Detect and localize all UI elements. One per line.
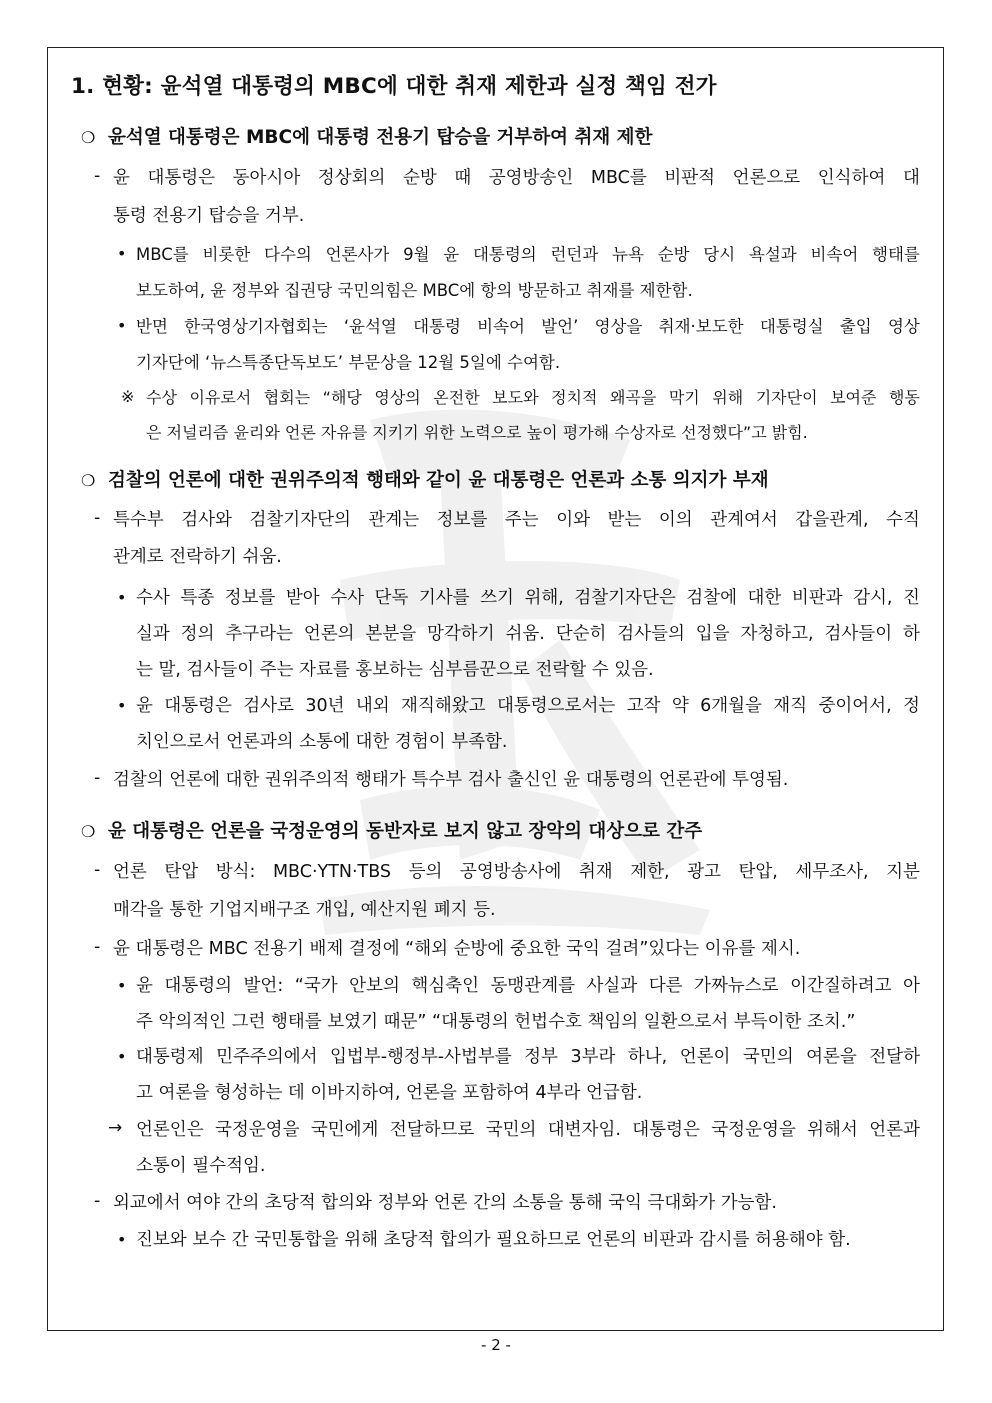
dot-bullet-icon: • [117,696,127,715]
paragraph-line: 진보와 보수 간 국민통합을 위해 초당적 합의가 필요하므로 언론의 비판과 감시를 허용해야 함. [136,1230,851,1250]
word: 이의 [658,510,693,530]
reference-mark: ※ [121,387,135,406]
word: 취재 [578,862,613,882]
word: 실과 [136,624,170,644]
word: 대통령은 [147,168,216,188]
word: 세무조사, [795,862,869,882]
word: 검사로 [243,696,294,716]
word: 정보를 [224,588,276,608]
paragraph-line: 매각을 통한 기업지배구조 개입, 예산지원 폐지 등. [113,900,496,920]
dash-marker: - [94,860,101,880]
word: 왜곡을 [609,388,657,407]
word: 동아시아 [232,168,301,188]
paragraph-line [113,166,920,190]
word: 국정운영을 [214,1120,300,1140]
section-1-heading: 윤석열 대통령은 MBC에 대통령 전용기 탑승을 거부하여 취재 제한 [108,127,653,148]
paragraph-line [113,860,920,884]
word: 대통령 [413,317,461,336]
word: 당시 [703,245,736,264]
word: 대통령의 [472,245,537,264]
dash-marker: - [94,937,101,957]
word: 본분을 [365,624,417,644]
dash-marker: - [94,768,101,788]
arrow-icon: → [108,1118,123,1138]
word: 특수부 [113,510,164,530]
word: 검사와 [181,510,232,530]
word: 핵심축인 [411,976,479,996]
word: 검찰기자단의 [249,510,351,530]
word: ‘윤석열 [343,317,397,336]
word: 국민에게 [310,1120,379,1140]
word: 비속어 [810,245,859,264]
dot-bullet-icon: • [117,1047,127,1066]
word: 순방 [657,245,690,264]
circle-bullet-icon: ❍ [81,822,96,841]
word: 행태를 [872,245,920,264]
paragraph-line [136,315,920,339]
word: 쓰기 [480,588,514,608]
word: 출입 [839,317,872,336]
word: 때 [454,168,472,188]
word: 동맹관계를 [490,976,576,996]
word: 영상을 [594,317,643,336]
word: 위해 [712,388,744,407]
word: 탄압, [738,862,778,882]
word: 약 [671,696,689,716]
word: 공영방송인 [488,168,574,188]
section-3-heading: 윤 대통령은 언론을 국정운영의 동반자로 보지 않고 장악의 대상으로 간주 [108,821,703,842]
word: 받는 [607,510,642,530]
paragraph-line: 통령 전용기 탑승을 거부. [113,206,305,226]
word: 이와 [556,510,591,530]
word: 대통령실 [759,317,824,336]
word: 9월 [403,245,430,264]
word: 검찰기자단은 [574,588,676,608]
dot-bullet-icon: • [117,588,127,607]
word: 망각하기 [426,624,495,644]
word: 언론과 [869,1120,920,1140]
word: 정치적 [551,388,598,407]
page-number: - 2 - [481,1336,511,1354]
word: 윤 [136,696,153,716]
section-2-heading: 검찰의 언론에 대한 권위주의적 행태와 같이 윤 대통령은 언론과 소통 의지가 부재 [108,470,769,491]
word: 대통령은 [164,696,232,716]
word: 순방 [402,168,437,188]
word: 협회는 [263,388,311,407]
word: 30년 [305,696,345,716]
word: 내외 [355,696,390,716]
word: 국민의 [485,1120,537,1140]
word: 광고 [687,862,721,882]
word: 사실과 [586,976,638,996]
word: 기자단이 [755,388,818,407]
word: 막기 [668,388,700,407]
word: 제한, [630,862,670,882]
word: 검사들이 [824,624,893,644]
dot-bullet-icon: • [117,316,127,335]
word: 수사 [330,588,365,608]
paragraph-line: 고 여론을 형성하는 데 이바지하여, 언론을 포함하여 4부라 언급함. [136,1083,643,1103]
word: 수사 [136,588,170,608]
dot-bullet-icon: • [117,1230,127,1249]
word: 다수의 [264,245,312,264]
paragraph-line: 검찰의 언론에 대한 권위주의적 행태가 특수부 검사 출신인 윤 대통령의 언론관에 투영됨. [113,770,789,790]
word: 언론 [113,862,147,882]
word: 발언: [243,976,284,996]
word: 정보를 [436,510,488,530]
word: 행동 [888,388,920,407]
word: 정부 [524,1047,558,1067]
word: 대통령의 [164,976,233,996]
word: 대 [902,168,920,188]
word: 뉴욕 [612,245,644,264]
word: 전달하므로 [389,1120,475,1140]
word: 받아 [285,588,320,608]
word: 언론이 [679,1047,731,1067]
word: 고작 [626,696,661,716]
circle-bullet-icon: ❍ [81,471,96,490]
dash-marker: - [94,1191,101,1211]
word: 보도와 [492,388,539,407]
word: 욕설과 [748,245,797,264]
word: 6개월을 [700,696,762,716]
word: 비판적 [664,168,716,188]
word: 이간질하려고 [790,976,892,996]
word: 온전한 [433,388,480,407]
note-line [146,386,920,410]
paragraph-line [136,1118,920,1142]
dot-bullet-icon: • [117,976,127,995]
word: 대한 [747,588,782,608]
word: 진 [902,588,920,608]
paragraph-line: 보도하여, 윤 정부와 집권당 국민의힘은 MBC에 항의 방문하고 취재를 제한함. [136,281,693,300]
word: 재직해왔고 [401,696,486,716]
word: 윤 [136,976,153,996]
word: 기사를 [418,588,470,608]
word: 발언’ [541,317,579,336]
word: 특종 [180,588,215,608]
word: MBC·YTN·TBS [272,862,392,882]
word: 보여준 [830,388,877,407]
paragraph-line [136,622,920,646]
word: “해당 [322,388,362,407]
word: MBC를 [136,245,189,264]
dash-marker: - [94,166,101,186]
word: 재직 [773,696,808,716]
paragraph-line: 주 악의적인 그런 행태를 보였기 때문” “대통령의 헌법수호 책임의 일환으로서 부득이한 조치.” [136,1012,856,1032]
word: 지분 [886,862,920,882]
word: 위해서 [807,1120,858,1140]
word: 갑을관계, [795,510,869,530]
word: 하나, [627,1047,668,1067]
paragraph-line [136,694,920,718]
word: 정의 [180,624,215,644]
paragraph-line: 는 말, 검사들이 주는 자료를 홍보하는 심부름꾼으로 전락할 수 있음. [136,660,654,680]
word: 감시, [853,588,893,608]
word: 정 [903,696,920,716]
word: 런던과 [550,245,599,264]
word: 가짜뉴스로 [694,976,779,996]
word: 입을 [695,624,730,644]
word: 아 [903,976,920,996]
word: 언론사가 [325,245,390,264]
word: 대변자임. [547,1120,621,1140]
word: 반면 [136,317,168,336]
word: 3부라 [570,1047,616,1067]
word: 윤 [113,168,130,188]
paragraph-line: 치인으로서 언론과의 소통에 대한 경험이 부족함. [136,732,508,752]
word: 다른 [648,976,683,996]
word: 이유로서 [189,388,252,407]
word: 인식하여 [817,168,886,188]
word: 대통령제 [136,1047,204,1067]
word: 한국영상기자협회는 [184,317,328,336]
word: 비속어 [477,317,525,336]
word: 언론인은 [136,1120,204,1140]
paragraph-line: 기자단에 ‘뉴스특종단독보도’ 부문상을 12월 5일에 수여함. [136,353,561,372]
dot-bullet-icon: • [117,244,127,263]
word: 국정운영을 [711,1120,796,1140]
word: 추구라는 [225,624,293,644]
paragraph-line: 소통이 필수적임. [136,1156,266,1176]
word: 방식: [215,862,256,882]
word: 단독 [374,588,409,608]
paragraph-line: 관계로 전락하기 쉬움. [113,547,282,567]
word: 공영방송사에 [459,862,562,882]
word: 하 [902,624,920,644]
word: 민주주의에서 [216,1047,318,1067]
paragraph-line: 외교에서 여야 간의 초당적 합의와 정부와 언론 간의 소통을 통해 국익 극대화가 가능함. [113,1193,777,1213]
circle-bullet-icon: ❍ [81,128,96,147]
word: 취재·보도한 [658,317,744,336]
word: 전달하 [869,1047,920,1067]
word: 정상회의 [317,168,386,188]
word: 비판과 [791,588,843,608]
word: 자청하고, [740,624,814,644]
word: 영상의 [374,388,421,407]
note-line: 은 저널리즘 윤리와 언론 자유를 지키기 위한 노력으로 높이 평가해 수상자로 선정했다”고 밝힘. [146,423,808,442]
paragraph-line [136,243,920,267]
word: 검찰에 [686,588,737,608]
word: 윤 [443,245,460,264]
word: 주는 [504,510,539,530]
paragraph-line [113,508,920,532]
word: 관계여서 [710,510,778,530]
paragraph-line [136,974,920,998]
word: 수상 [146,388,177,407]
word: 관계는 [368,510,420,530]
word: “국가 [294,976,338,996]
word: 쉬움. [505,624,545,644]
word: 언론의 [303,624,355,644]
word: 여론을 [806,1047,857,1067]
dash-marker: - [94,508,101,528]
word: 안보의 [349,976,400,996]
word: 대통령으로서는 [496,696,616,716]
word: 등의 [408,862,443,882]
word: 탄압 [164,862,199,882]
paragraph-line [136,1045,920,1069]
word: 중이어서, [818,696,892,716]
word: 대통령은 [632,1120,700,1140]
word: 수직 [886,510,920,530]
word: 언론으로 [732,168,801,188]
word: MBC를 [590,168,647,188]
word: 검사들의 [617,624,685,644]
word: 단순히 [555,624,607,644]
word: 위해, [524,588,564,608]
paragraph-line: 윤 대통령은 MBC 전용기 배제 결정에 “해외 순방에 중요한 국익 걸려”있다는 이유를 제시. [113,939,801,959]
word: 입법부-행정부-사법부를 [330,1047,512,1067]
word: 영상 [887,317,920,336]
page-title: 1. 현황: 윤석열 대통령의 MBC에 대한 취재 제한과 실정 책임 전가 [71,74,717,99]
word: 비롯한 [202,245,251,264]
paragraph-line [136,586,920,610]
word: 국민의 [742,1047,794,1067]
